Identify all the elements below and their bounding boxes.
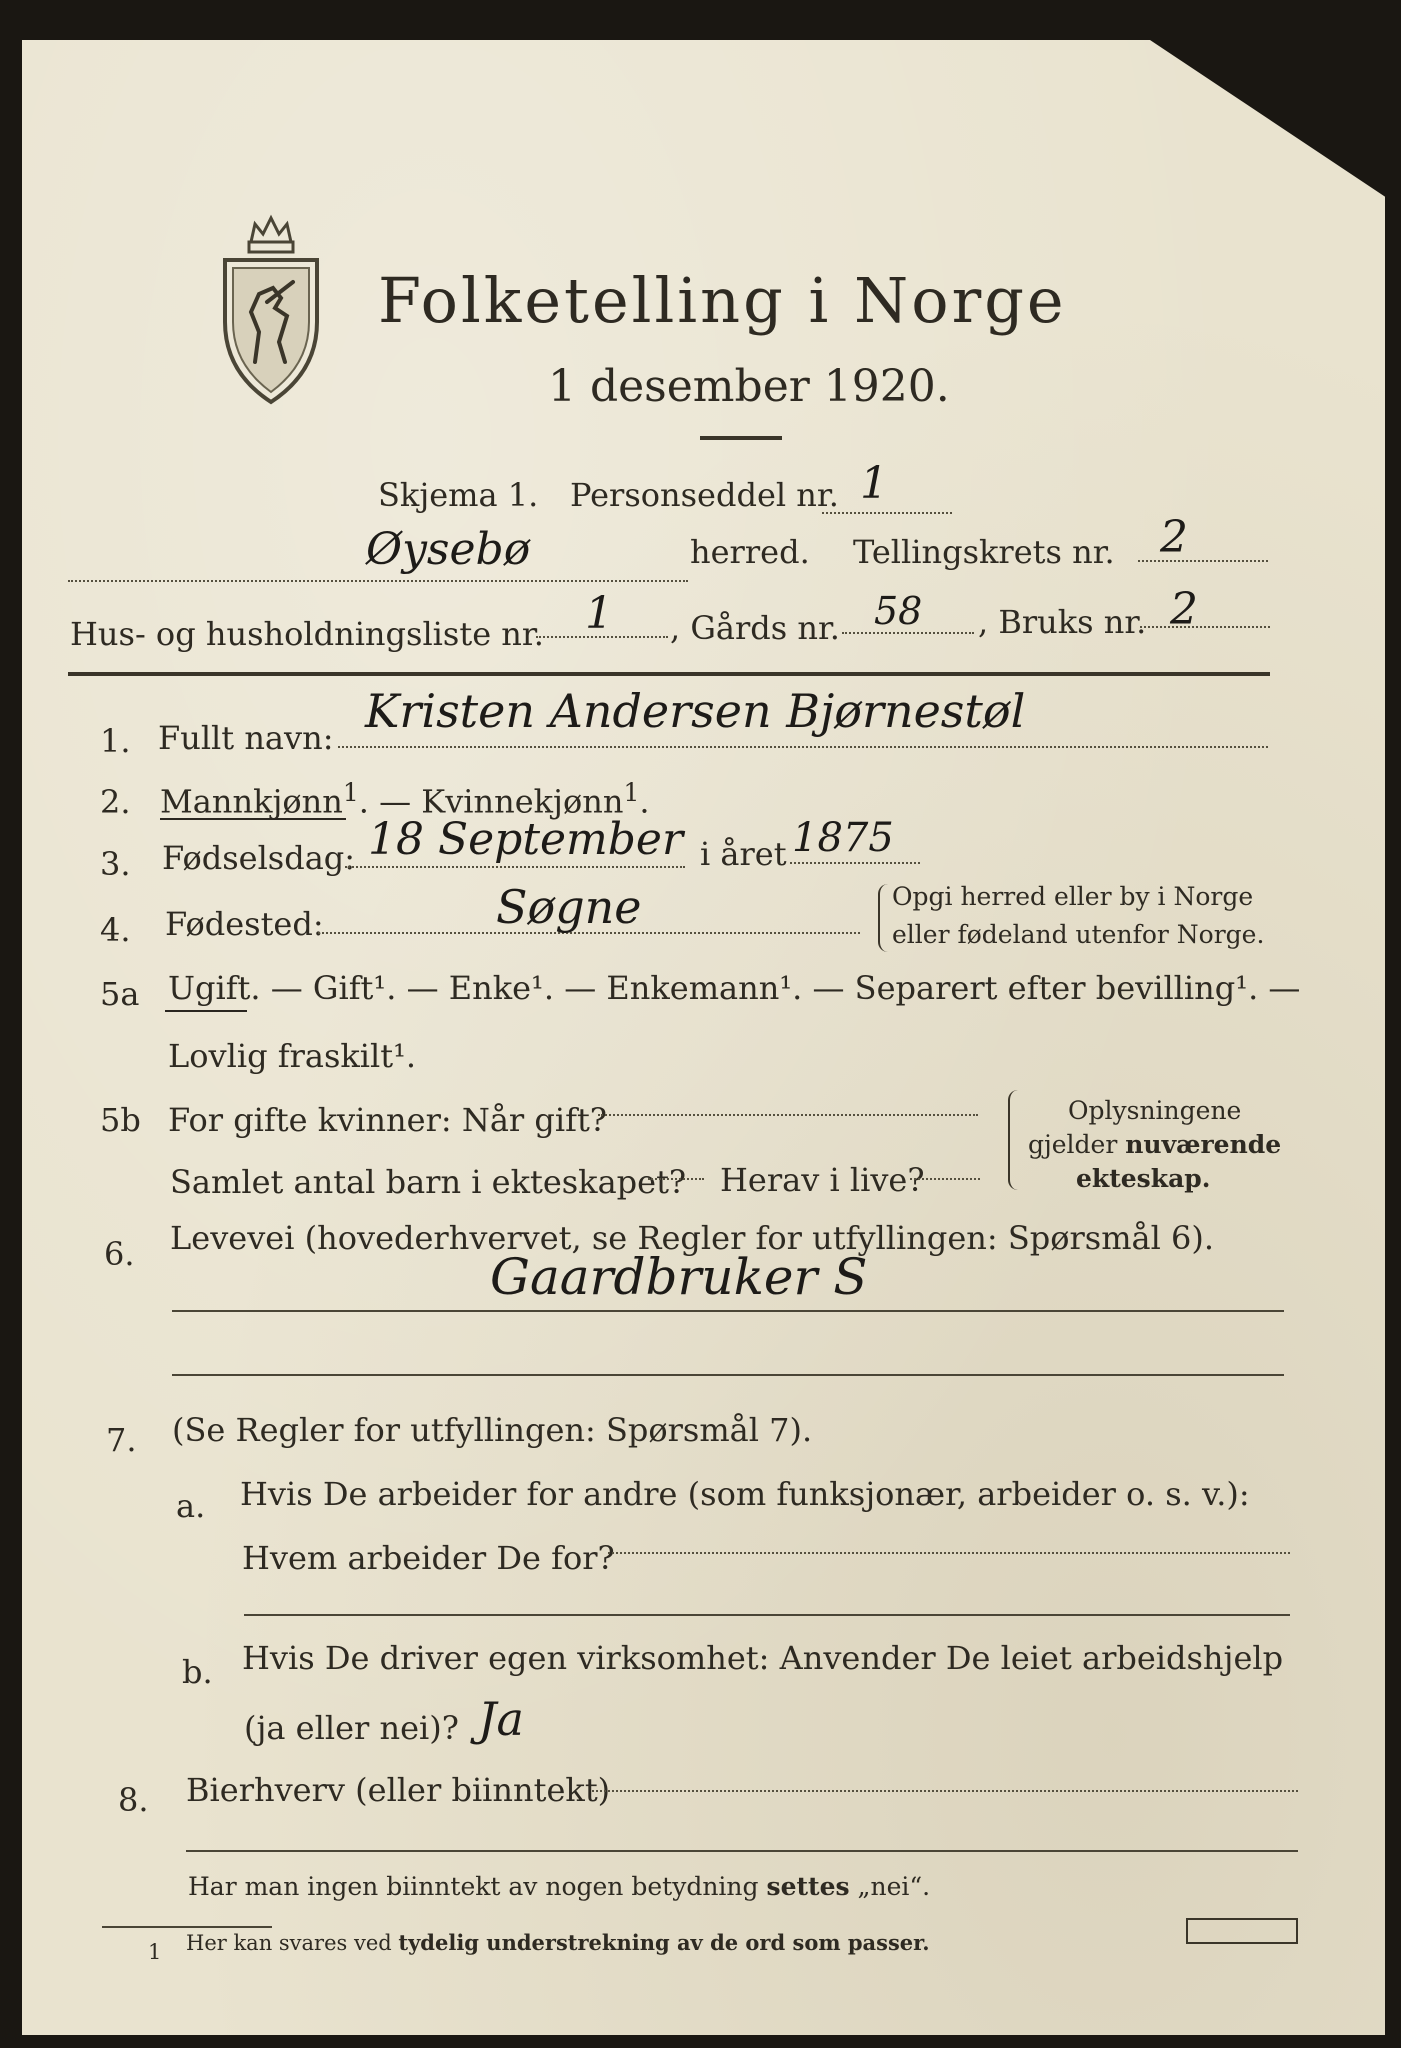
q8-number: 8. [118,1781,149,1819]
birthday-value: 18 September [368,814,684,865]
q5b-number: 5b [100,1101,141,1139]
norwegian-coat-of-arms-icon [215,212,327,408]
q7b-letter: b. [182,1653,213,1691]
birth-year-field-line [790,862,920,864]
personseddel-field-line [822,512,952,514]
male-option: Mannkjønn [160,782,343,821]
employer-field-line [608,1552,1290,1554]
tellingskrets-field-line [1138,560,1268,562]
header-separator [68,672,1270,676]
side-income-field-line [592,1790,1298,1792]
herred-field-line [68,580,688,582]
q4-note-line1: Opgi herred eller by i Norge [892,882,1254,911]
bruks-field-line [1140,626,1270,628]
personseddel-label: Personseddel nr. [570,476,839,514]
q7b-label: Hvis De driver egen virksomhet: Anvender De leiet arbeidshjelp [242,1639,1284,1677]
q5a-options: Ugift. — Gift¹. — Enke¹. — Enkemann¹. — Separert efter bevilling¹. — [168,969,1301,1007]
q5b-label1: For gifte kvinner: Når gift? [168,1101,607,1139]
q1-field-line [338,746,1268,748]
printer-stamp [1186,1918,1298,1944]
husliste-label: Hus- og husholdningsliste nr. [70,615,544,653]
q7b-sub: (ja eller nei)? [244,1709,459,1747]
q5b-note2: gjelder nuværende [1028,1130,1282,1159]
footnote-rule [102,1926,272,1928]
side-income-extra-line [186,1850,1298,1852]
gards-value: 58 [874,589,923,633]
occupation-extra-line [172,1374,1284,1376]
birthday-field-line [345,866,685,868]
q5b-label3: Herav i live? [720,1161,925,1199]
q8-label: Bierhverv (eller biinntekt) [186,1771,611,1809]
footnote-text: Her kan svares ved tydelig understrekning av de ord som passer. [186,1930,930,1955]
q7a-letter: a. [176,1487,206,1525]
birth-year-value: 1875 [792,815,894,861]
q5a-number: 5a [100,975,140,1013]
husliste-value: 1 [585,588,613,639]
q4-note-brace [878,884,888,952]
employer-extra-line [244,1614,1290,1616]
q2-number: 2. [100,783,131,821]
full-name-value: Kristen Andersen Bjørnestøl [365,684,1026,738]
q7-label: (Se Regler for utfyllingen: Spørsmål 7). [172,1411,813,1449]
q6-number: 6. [104,1235,135,1273]
q5b-note3: ekteskap. [1076,1164,1211,1193]
q4-number: 4. [100,911,131,949]
footnote-mark: 1 [148,1940,162,1964]
schema-label: Skjema 1. [378,476,539,514]
ugift-option: Ugift [168,969,251,1007]
q2-options: Mannkjønn$^1$. — Kvinnekjønn$^1$. [160,778,650,821]
bruks-label: , Bruks nr. [978,603,1147,641]
title-divider [700,436,782,440]
q7-number: 7. [106,1421,137,1459]
census-date: 1 desember 1920. [548,361,950,412]
q5b-note-brace [1008,1090,1018,1190]
male-underline-mark [160,818,346,820]
occupation-field-line [172,1310,1284,1312]
year-label: i året [700,835,787,873]
q5a-line2: Lovlig fraskilt¹. [168,1037,417,1075]
tellingskrets-label: Tellingskrets nr. [853,533,1115,571]
birthplace-value: Søgne [496,880,642,934]
q5b-label2: Samlet antal barn i ekteskapet? [170,1163,687,1201]
form-title: Folketelling i Norge [378,264,1067,337]
personseddel-value: 1 [860,458,888,509]
q4-label: Fødested: [165,905,324,943]
q7a-sub: Hvem arbeider De for? [242,1539,615,1577]
children-alive-field-line [910,1178,980,1180]
q1-number: 1. [100,722,131,760]
q5b-note1: Oplysningene [1068,1096,1242,1125]
herred-label: herred. [690,533,810,571]
q3-number: 3. [100,845,131,883]
tellingskrets-value: 2 [1160,512,1188,563]
q1-label: Fullt navn: [158,719,334,757]
side-income-note: Har man ingen biinntekt av nogen betydning settes „nei“. [188,1872,931,1901]
ugift-underline-mark [165,1010,247,1012]
folded-corner [1150,40,1390,200]
q6-label: Levevei (hovederhvervet, se Regler for utfyllingen: Spørsmål 6). [170,1219,1215,1257]
gards-label: , Gårds nr. [670,609,840,647]
hired-help-value: Ja [478,1692,524,1746]
q3-label: Fødselsdag: [162,839,356,877]
q4-note-line2: eller fødeland utenfor Norge. [892,920,1265,949]
marriage-date-field-line [598,1114,978,1116]
bruks-value: 2 [1170,584,1198,635]
occupation-value: Gaardbruker S [490,1248,868,1306]
q7a-label: Hvis De arbeider for andre (som funksjonær, arbeider o. s. v.): [240,1475,1250,1513]
children-total-field-line [648,1178,704,1180]
female-option: Kvinnekjønn [421,782,624,821]
herred-value: Øysebø [366,524,531,575]
